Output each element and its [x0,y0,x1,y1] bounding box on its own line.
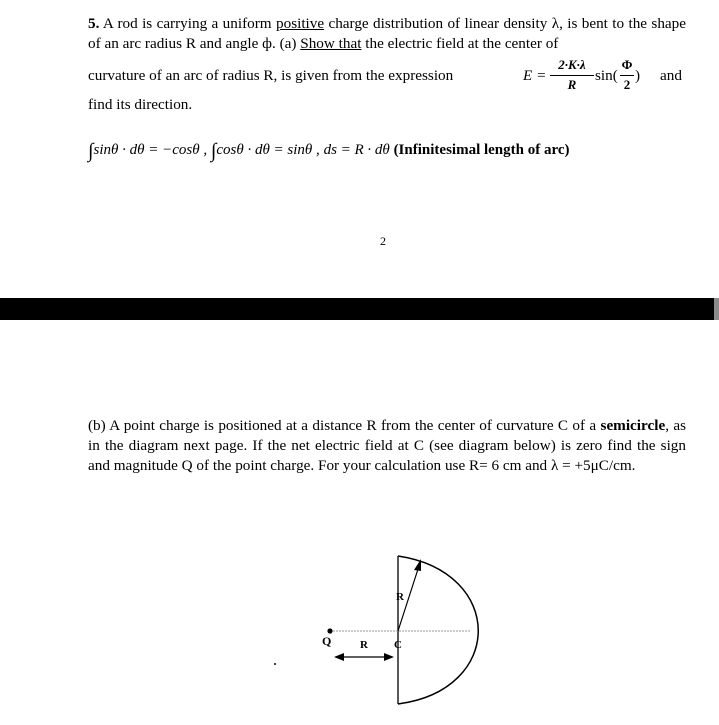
distance-arrow-right-icon [384,653,394,661]
underlined-positive: positive [276,15,325,32]
label-c: C [394,639,402,651]
formula-two: 2 [623,77,631,92]
formula-phi: Φ [621,57,633,72]
formula-line: curvature of an arc of radius R, is given from the expression E = 2·K·λ R sin( Φ 2 ) and [88,57,682,92]
label-q: Q [322,634,332,648]
bold-semicircle: semicircle [600,417,666,434]
formula-lhs: E = [523,67,547,84]
formula-denominator: R [567,77,577,92]
page-number: 2 [380,234,386,248]
integral-sign-icon: ∫ [88,140,94,162]
label-r-radius: R [396,591,404,603]
problem-number: 5. [88,15,100,32]
problem-statement: 5. A rod is carrying a uniform positive charge distribution of linear density λ, is bent to the shape of an arc radius R and angle ф. (a) Show that the electric field at the center of [88,15,686,52]
underlined-show-that: Show that [300,35,362,52]
integral-hints: ∫sinθ · dθ = −cosθ , ∫cosθ · dθ = sinθ , ds = R · dθ (Infinitesimal length of arc) [88,140,570,162]
formula-numerator: 2·K·λ [558,57,586,72]
point-charge-dot [327,628,332,633]
stray-dot [274,663,276,665]
problem-statement-end: find its direction. [88,96,193,113]
part-b-statement: (b) A point charge is positioned at a distance R from the center of curvature C of a semicircle, as in the diagram next page. If the net electric field at C (see diagram below) is zero find the sign and magnitude Q of the point charge. For your calculation use R= 6 cm and λ = +5μC/cm. [88,417,686,474]
integral-sign-icon: ∫ [210,140,217,162]
semicircle-arc [398,556,478,704]
label-r-horizontal: R [360,639,368,651]
distance-arrow-left-icon [334,653,344,661]
formula-sin: sin( [595,67,618,84]
